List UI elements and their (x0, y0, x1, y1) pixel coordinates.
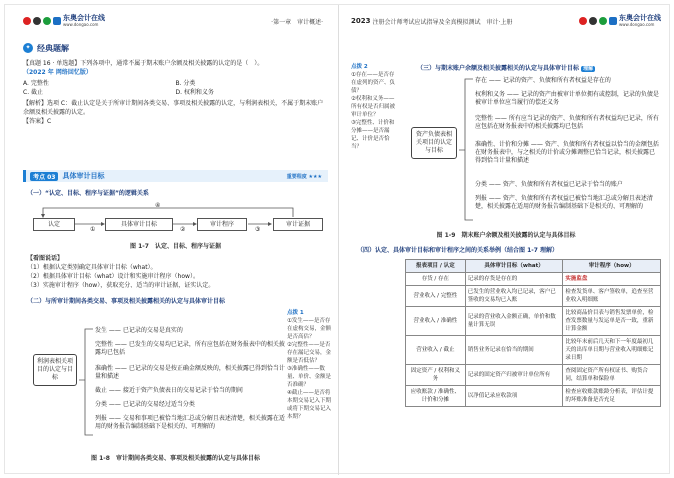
left-tree-item-accuracy: 准确性 —— 已记录的交易是按正确金额反映的，相关披露已得到恰当计量和描述 (95, 365, 285, 380)
tiktok-icon (589, 17, 597, 25)
left-tree-item-completeness: 完整性 —— 已发生的交易均已记录，所有应包括在财务报表中的相关披露均已包括 (95, 341, 285, 356)
book-title: 注册会计师考试应试指导及全真模拟测试 审计·上册 (372, 18, 513, 26)
question-block (23, 59, 328, 126)
notes-title: 【看图说话】 (27, 255, 64, 262)
right-page-header (351, 13, 661, 29)
table-cell: 固定资产 / 权利和义务 (406, 365, 466, 386)
flow-box-audit-procedure: 审计程序 (197, 218, 247, 231)
left-sidenote-line-4: ④截止——是否将本期交易记入下期或将下期交易记入本期？ (287, 390, 332, 420)
left-tree-item-presentation: 列报 —— 交易和事项已被恰当地汇总或分解且表述清楚，相关披露在适用的财务报告编制基础下是相关的、可理解的 (95, 415, 285, 430)
table-cell: 记录的营业收入金额正确，单价和数量计算无误 (465, 307, 563, 336)
analysis-text: 【解析】选项 C：截止认定是关于所审计期间各类交易、事项及相关披露的认定，与利润表相关，不属于期末账户余额及相关披露的认定。 (23, 100, 324, 116)
right-tree-item-completeness: 完整性 —— 所有应当记录的资产、负债和所有者权益均已记录，所有应包括在财务报表中的相关披露均已包括 (475, 115, 659, 130)
left-url: www.dongao.com (63, 22, 99, 27)
note-1: （1）根据认定类别确定具体审计目标（what）。 (27, 264, 157, 271)
right-tree-item-rights: 权利和义务 —— 记录的资产由被审计单位拥有或控制，记录的负债是被审计单位应当履行的偿还义务 (475, 91, 659, 106)
note-2: （2）根据具体审计目标（what）设计和实施审计程序（how）。 (27, 273, 199, 280)
note-3: （3）实施审计程序（how），获取充分、适当的审计证据，证实认定。 (27, 282, 215, 289)
question-source: （2022 年 网络回忆版） (23, 69, 92, 76)
right-sidenote-title: 点拨 2 (351, 64, 368, 70)
option-d: D. 权利和义务 (175, 89, 214, 96)
figure-caption-1-9: 图 1-9 期末账户余额及相关披露的认定与具体目标 (436, 232, 576, 239)
notes-block (27, 254, 327, 290)
table-row (406, 307, 661, 336)
left-sidenote-title: 点拨 1 (287, 310, 304, 316)
table-cell: 比较年末前后几天和下一年度最初几天的出库单日期与营业收入明细账记录日期 (563, 336, 661, 365)
flow-box-assertion: 认定 (33, 218, 75, 231)
topic-title: 具体审计目标 (62, 172, 105, 180)
left-brand: 东奥会计在线 (63, 14, 105, 22)
arrow-4 (43, 208, 293, 217)
book-spread (4, 4, 670, 474)
table-cell: 营业收入 / 完整性 (406, 286, 466, 307)
table-cell: 检查发货单、客户签收单，追查至营业收入明细账 (563, 286, 661, 307)
right-tree-item-existence: 存在 —— 记录的资产、负债和所有者权益是存在的 (475, 77, 611, 84)
table-row (406, 386, 661, 407)
table-row (406, 336, 661, 365)
table-header-procedure: 审计程序（how） (563, 260, 661, 273)
table-cell: 应收账款 / 准确性、计价和分摊 (406, 386, 466, 407)
right-sidenote-line-2: ②权利和义务——所有权是否归属被审计单位？ (351, 96, 396, 118)
table-header-objective: 具体审计目标（what） (465, 260, 563, 273)
dongao-logo-icon (53, 17, 61, 25)
weibo-icon (579, 17, 587, 25)
wechat-icon (599, 17, 607, 25)
subsection-4-title: （四）认定、具体审计目标和审计程序之间的关系举例（结合图 1-7 理解） (357, 247, 559, 254)
left-sidenote-line-3: ③准确性——数量、单价、金额是否准确？ (287, 366, 332, 388)
understand-badge: 理解 (583, 66, 594, 72)
left-tree-brace (75, 325, 95, 440)
wechat-icon (43, 17, 51, 25)
right-tree-item-classification: 分类 —— 资产、负债和所有者权益已记录于恰当的账户 (475, 181, 623, 188)
figure-caption-1-7: 图 1-7 认定、目标、程序与证据 (130, 243, 221, 250)
lightbulb-icon: ✦ (23, 43, 33, 53)
section-heading: ✦ 经典题解 (23, 43, 328, 53)
right-logo (579, 15, 661, 27)
flow-num-4: ④ (155, 202, 161, 209)
right-tree-brace (455, 75, 475, 225)
right-tree-root: 资产负债表相关项目的认定与目标 (411, 127, 457, 159)
left-page-header (23, 13, 323, 29)
left-sidenote-line-1: ①发生——是否存在虚构交易，金额是否高估？ (287, 318, 332, 340)
table-row (406, 286, 661, 307)
option-b: B. 分类 (175, 80, 196, 87)
left-page (23, 33, 328, 126)
right-sidenote-line-1: ①存在——是否存在虚列的资产、负债？ (351, 72, 396, 94)
figure-caption-1-8: 图 1-8 审计期间各类交易、事项及相关披露的认定与具体目标 (91, 455, 260, 462)
table-cell: 销售业务记录在恰当的期间 (465, 336, 563, 365)
right-sidenote (351, 63, 399, 151)
page-fold (338, 5, 339, 475)
flow-num-3: ③ (255, 226, 261, 233)
table-cell: 营业收入 / 准确性 (406, 307, 466, 336)
table-row (406, 365, 661, 386)
table-header-item: 报表项目 / 认定 (406, 260, 466, 273)
left-tree-root: 利润表相关项目的认定与目标 (33, 354, 77, 386)
right-tree-item-presentation: 列报 —— 资产、负债和所有者权益已被恰当地汇总或分解且表述清楚，相关披露在适用的财务报告编制基础下是相关的、可理解的 (475, 195, 653, 210)
table-cell: 检查应收账款账龄分析表，评估计提的坏账准备是否充足 (563, 386, 661, 407)
table-cell: 以净值记录应收款项 (465, 386, 563, 407)
flow-box-audit-evidence: 审计证据 (273, 218, 323, 231)
subsection-1-title: （一）“认定、目标、程序与证据”的逻辑关系 (27, 190, 149, 197)
left-sidenote-line-2: ②完整性——是否存在漏记交易，金额是否低估？ (287, 342, 332, 364)
subsection-2-title: （二）与所审计期间各类交易、事项及相关披露相关的认定与具体审计目标 (27, 298, 226, 305)
table-cell: 查阅固定资产所有权证书、购货合同，结算单和保险单 (563, 365, 661, 386)
right-tree-item-valuation: 准确性、计价和分摊 —— 资产、负债和所有者权益以恰当的金额包括在财务报表中，与之相关的计价或分摊调整已恰当记录，相关披露已得到恰当计量和描述 (475, 141, 659, 164)
question-options (23, 79, 328, 97)
left-logo (23, 15, 105, 27)
table-cell: 存货 / 存在 (406, 273, 466, 286)
right-sidenote-line-3: ③完整性、计价和分摊——是否漏记、计价是否恰当？ (351, 120, 395, 150)
table-cell: 记录的固定资产归被审计单位所有 (465, 365, 563, 386)
right-url: www.dongao.com (619, 22, 655, 27)
book-year: 2023 (351, 17, 371, 25)
question-text: 【真题 16 · 单选题】下列各项中，通常不属于期末账户余额及相关披露的认定的是（ ）。 (23, 60, 264, 67)
topic-bar (23, 170, 328, 182)
left-tree-item-classification: 分类 —— 已记录的交易经过适当分类 (95, 401, 195, 408)
left-sidenote (287, 309, 333, 421)
answer-text: 【答案】C (23, 118, 52, 125)
left-tree-item-cutoff: 截止 —— 接近于资产负债表日的交易记录于恰当的期间 (95, 387, 243, 394)
relationship-table (405, 259, 661, 407)
table-cell: 记录的存货是存在的 (465, 273, 563, 286)
subsection-3-title: （三）与期末账户余额及相关披露相关的认定与具体审计目标 理解 (417, 65, 594, 72)
table-cell: 比较商品价目表与销售发票单价，检查发票数量与发运单是否一致，重新计算金额 (563, 307, 661, 336)
dongao-logo-icon (609, 17, 617, 25)
left-tree-item-occurrence: 发生 —— 已记录的交易是真实的 (95, 327, 183, 334)
table-cell: 营业收入 / 截止 (406, 336, 466, 365)
table-row (406, 273, 661, 286)
flow-num-2: ② (180, 226, 186, 233)
table-cell: 实施监盘 (563, 273, 661, 286)
flow-box-audit-objective: 具体审计目标 (105, 218, 173, 231)
option-a: A. 完整性 (23, 80, 49, 87)
table-cell: 已发生的营业收入均已记录，客户已签收的交易均已入账 (465, 286, 563, 307)
importance-label: 重要程度 ★★★ (286, 173, 322, 180)
tiktok-icon (33, 17, 41, 25)
table-header-row (406, 260, 661, 273)
right-brand: 东奥会计在线 (619, 14, 661, 22)
topic-tag: 考点 03 (30, 172, 58, 181)
weibo-icon (23, 17, 31, 25)
chapter-title: ·第一章 审计概述· (271, 18, 323, 26)
option-c: C. 截止 (23, 89, 44, 96)
flow-num-1: ① (90, 226, 96, 233)
